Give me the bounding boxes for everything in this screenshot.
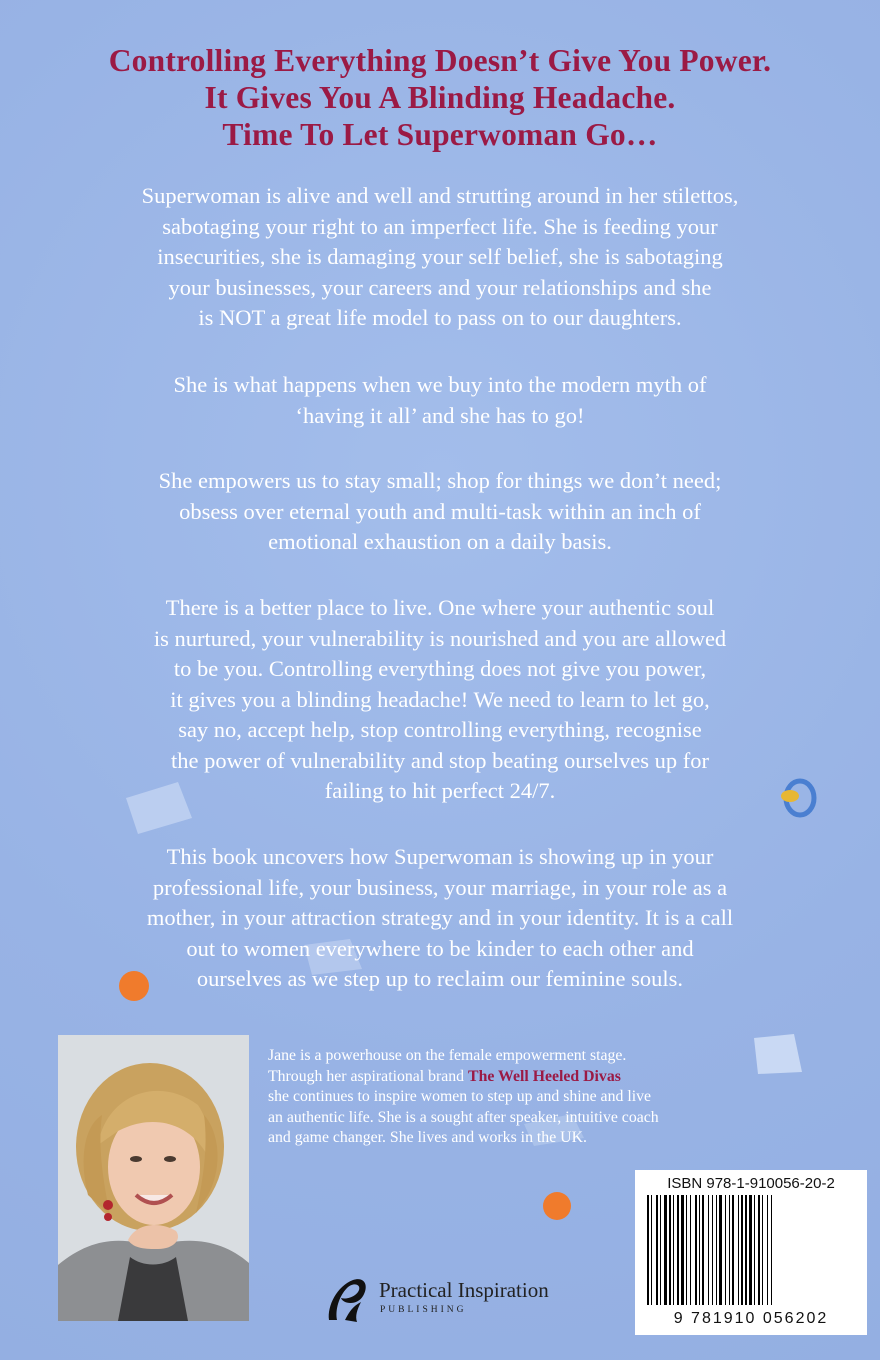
author-bio-line [268,1067,788,1088]
blurb-line: She is what happens when we buy into the modern myth of [173,372,707,397]
blurb-line: obsess over eternal youth and multi-task within an inch of [179,498,701,524]
blurb-line: professional life, your business, your marriage, in your role as a [152,874,728,900]
blurb-line: to be you. Controlling everything does not give you power, [173,656,707,681]
blurb-line: ourselves as we step up to reclaim our feminine souls. [196,966,684,991]
blurb-line: is NOT a great life model to pass on to our daughters. [198,305,682,330]
blurb-line: Superwoman is alive and well and strutting around in her stilettos, [141,183,739,208]
publisher-name: Practical Inspiration [379,1278,549,1302]
headline-line: It Gives You A Blinding Headache. [204,80,676,115]
headline-line: Time To Let Superwoman Go… [222,117,658,152]
blurb-line: out to women everywhere to be kinder to each other and [186,935,694,961]
blurb-line: failing to hit perfect 24/7. [324,778,556,803]
blurb-line: This book uncovers how Superwoman is showing up in your [166,844,714,869]
publisher-subtitle: PUBLISHING [380,1305,467,1315]
headline [40,42,840,153]
blurb-paragraph-4 [60,593,820,807]
author-bio [268,1046,788,1149]
blurb-line: ‘having it all’ and she has to go! [295,402,585,428]
blurb-line: say no, accept help, stop controlling everything, recognise [178,717,702,742]
barcode-icon [645,1195,857,1307]
blurb-paragraph-5 [60,842,820,995]
author-photo [58,1035,249,1321]
author-bio-line: and game changer. She lives and works in the UK. [268,1129,587,1147]
author-bio-line: Jane is a powerhouse on the female empowerment stage. [268,1047,627,1064]
blurb-line: sabotaging your right to an imperfect life. She is feeding your [162,213,718,239]
blurb-line: emotional exhaustion on a daily basis. [268,529,612,554]
blurb-line: it gives you a blinding headache! We need to learn to let go, [170,686,710,712]
blurb-line: insecurities, she is damaging your self belief, she is sabotaging [157,244,723,269]
blurb-line: is nurtured, your vulnerability is nourished and you are allowed [153,625,727,651]
orange-blob-decoration [540,1189,576,1225]
blurb-paragraph-2 [60,370,820,431]
publisher-logo [323,1276,623,1326]
barcode-number: 9 781910 056202 [673,1310,829,1327]
headline-line: Controlling Everything Doesn’t Give You Power. [108,43,772,78]
blurb-paragraph-3 [60,466,820,558]
author-bio-line: an authentic life. She is a sought after speaker, intuitive coach [268,1108,659,1126]
brand-name: The Well Heeled Divas [468,1067,621,1085]
author-bio-text: Through her aspirational brand [268,1067,469,1085]
blurb-line: the power of vulnerability and stop beating ourselves up for [171,747,709,773]
blurb-line: mother, in your attraction strategy and in your identity. It is a call [146,905,734,930]
publisher-emblem-icon [323,1276,371,1324]
isbn-barcode-box [635,1170,867,1335]
isbn-label: ISBN 978-1-910056-20-2 [667,1175,835,1192]
blurb-line: She empowers us to stay small; shop for things we don’t need; [158,468,722,493]
blurb-line: There is a better place to live. One where your authentic soul [165,595,715,620]
blurb-line: your businesses, your careers and your relationships and she [168,274,712,300]
blurb-paragraph-1 [60,181,820,334]
author-bio-line: she continues to inspire women to step up and shine and live [268,1088,652,1106]
